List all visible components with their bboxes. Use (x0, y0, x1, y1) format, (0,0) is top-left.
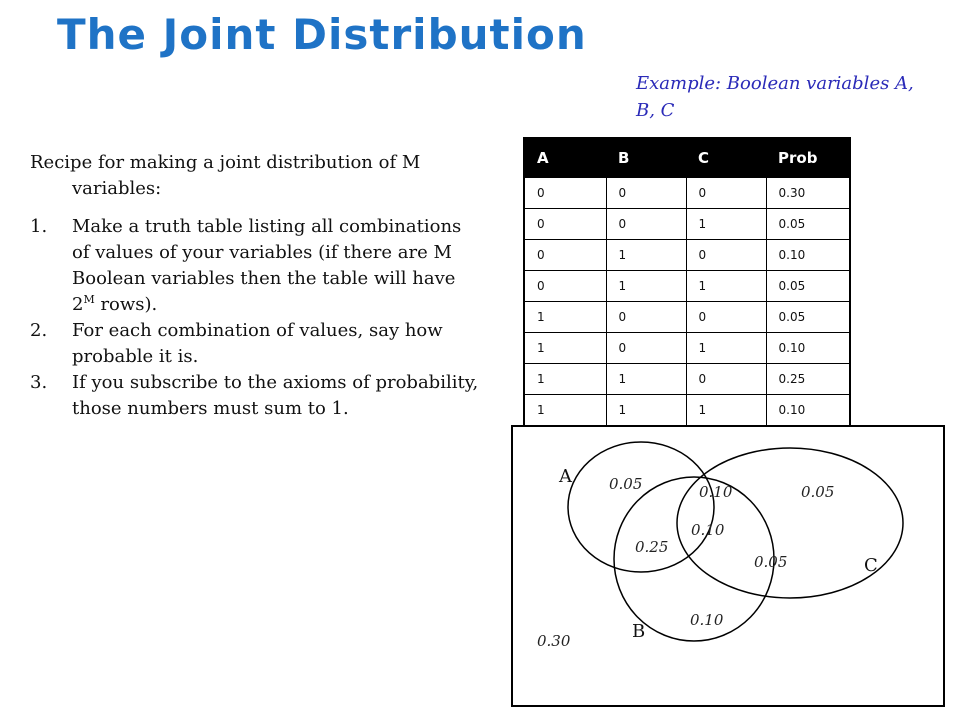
cell: 0 (606, 333, 686, 364)
cell: 0 (524, 240, 606, 271)
cell: 0 (686, 178, 766, 209)
cell: 1 (524, 364, 606, 395)
step-number: 2. (30, 320, 48, 341)
cell: 1 (524, 395, 606, 427)
region-none: 0.30 (537, 632, 571, 650)
cell: 0.25 (766, 364, 850, 395)
region-a-b-c: 0.10 (691, 521, 725, 539)
recipe-step-1 (30, 214, 480, 318)
table-row (524, 209, 850, 240)
table-row (524, 302, 850, 333)
set-label-c: C (864, 555, 878, 576)
cell: 0.05 (766, 271, 850, 302)
header-a: A (524, 138, 606, 178)
cell: 0 (524, 178, 606, 209)
step-text: For each combination of values, say how probable it is. (72, 320, 443, 367)
cell: 0.10 (766, 333, 850, 364)
step-text: If you subscribe to the axioms of probability, those numbers must sum to 1. (72, 372, 479, 419)
table-row (524, 178, 850, 209)
cell: 1 (606, 271, 686, 302)
header-c: C (686, 138, 766, 178)
recipe-text (30, 150, 480, 422)
table-row (524, 364, 850, 395)
recipe-steps (30, 214, 480, 422)
step-number: 3. (30, 372, 48, 393)
cell: 0.30 (766, 178, 850, 209)
cell: 1 (606, 395, 686, 427)
recipe-step-3 (30, 370, 480, 422)
step-text: Make a truth table listing all combinations of values of your variables (if there are M Boolean variables then the table will have 2 (72, 216, 462, 315)
step-number: 1. (30, 216, 48, 237)
header-b: B (606, 138, 686, 178)
cell: 0 (686, 302, 766, 333)
region-a-b: 0.25 (635, 538, 669, 556)
cell: 0.10 (766, 395, 850, 427)
step-superscript: M (83, 293, 95, 306)
cell: 0.05 (766, 302, 850, 333)
recipe-step-2 (30, 318, 480, 370)
cell: 0 (524, 209, 606, 240)
table-row (524, 271, 850, 302)
venn-frame (512, 426, 944, 706)
cell: 0 (686, 364, 766, 395)
header-prob: Prob (766, 138, 850, 178)
cell: 1 (606, 364, 686, 395)
cell: 1 (686, 333, 766, 364)
cell: 0.10 (766, 240, 850, 271)
region-b-c: 0.05 (754, 553, 788, 571)
step-text-after: rows). (94, 294, 158, 315)
example-caption: Example: Boolean variables A, B, C (636, 73, 914, 121)
cell: 0 (686, 240, 766, 271)
cell: 1 (524, 302, 606, 333)
region-a-only: 0.05 (609, 475, 643, 493)
region-a-c: 0.10 (699, 483, 733, 501)
cell: 0 (606, 302, 686, 333)
table-row (524, 240, 850, 271)
set-label-a: A (559, 466, 572, 487)
table-row (524, 395, 850, 427)
table-header-row (524, 138, 850, 178)
cell: 0 (606, 178, 686, 209)
region-c-only: 0.05 (801, 483, 835, 501)
cell: 0.05 (766, 209, 850, 240)
cell: 1 (606, 240, 686, 271)
region-b-only: 0.10 (690, 611, 724, 629)
cell: 1 (686, 209, 766, 240)
recipe-intro: Recipe for making a joint distribution of M variables: (30, 152, 421, 199)
cell: 1 (686, 271, 766, 302)
set-label-b: B (632, 621, 646, 642)
cell: 0 (606, 209, 686, 240)
page-title: The Joint Distribution (57, 10, 587, 59)
venn-diagram (511, 425, 945, 707)
cell: 1 (686, 395, 766, 427)
cell: 1 (524, 333, 606, 364)
table-row (524, 333, 850, 364)
truth-table (523, 137, 851, 427)
cell: 0 (524, 271, 606, 302)
